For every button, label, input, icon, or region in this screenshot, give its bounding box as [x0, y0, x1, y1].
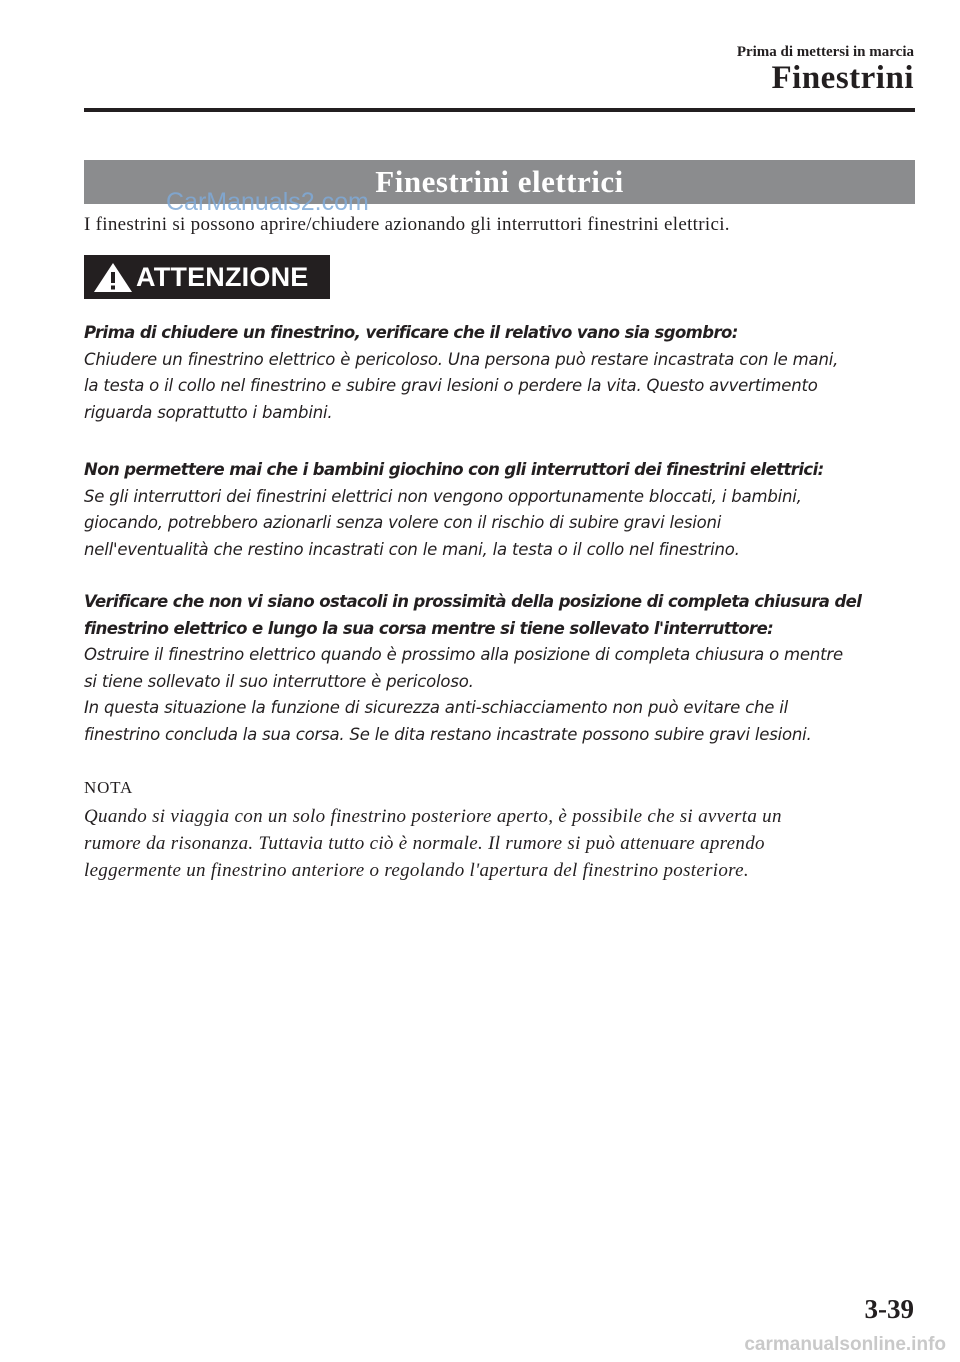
intro-paragraph: I finestrini si possono aprire/chiudere azionando gli interruttori finestrini elettrici. — [84, 214, 730, 235]
warning-text-line: Chiudere un finestrino elettrico è pericoloso. Una persona può restare incastrata con le mani, — [84, 349, 839, 369]
header-chapter-title: Finestrini — [771, 60, 914, 96]
note-text-line: rumore da risonanza. Tuttavia tutto ciò è normale. Il rumore si può attenuare aprendo — [84, 833, 765, 854]
warning-heading: finestrino elettrico e lungo la sua corsa mentre si tiene sollevato l'interruttore: — [84, 618, 774, 638]
warning-label: ATTENZIONE — [136, 262, 309, 292]
warning-badge — [84, 255, 330, 299]
warning-text-line: la testa o il collo nel finestrino e subire gravi lesioni o perdere la vita. Questo avvertimento — [84, 376, 818, 395]
note-title: NOTA — [84, 778, 134, 797]
warning-heading: Verificare che non vi siano ostacoli in prossimità della posizione di completa chiusura del — [84, 592, 862, 611]
warning-block-3 — [84, 589, 924, 748]
warning-text-line: riguarda soprattutto i bambini. — [84, 402, 333, 422]
note-text-line: leggermente un finestrino anteriore o regolando l'apertura del finestrino posteriore. — [84, 860, 749, 881]
warning-text-line: finestrino concluda la sua corsa. Se le dita restano incastrate possono subire gravi lesioni. — [84, 724, 812, 744]
watermark-bottom: carmanualsonline.info — [744, 1334, 946, 1355]
warning-heading: Non permettere mai che i bambini giochino con gli interruttori dei finestrini elettrici: — [84, 460, 824, 479]
warning-heading: Prima di chiudere un finestrino, verificare che il relativo vano sia sgombro: — [84, 323, 738, 342]
header-section-name: Prima di mettersi in marcia — [736, 44, 914, 60]
warning-text-line: nell'eventualità che restino incastrati con le mani, la testa o il collo nel finestrino. — [84, 539, 740, 559]
warning-text-line: giocando, potrebbero azionarli senza volere con il rischio di subire gravi lesioni — [84, 513, 722, 532]
header-divider — [84, 108, 915, 112]
watermark-top: CarManuals2.com — [166, 188, 369, 216]
note-text-line: Quando si viaggia con un solo finestrino posteriore aperto, è possibile che si avverta un — [84, 806, 782, 827]
section-title-banner: Finestrini elettrici — [84, 160, 915, 204]
warning-triangle-icon — [93, 262, 133, 293]
warning-text-line: Ostruire il finestrino elettrico quando è prossimo alla posizione di completa chiusura o mentre — [84, 645, 843, 664]
warning-block-1 — [84, 320, 924, 426]
page-number: 3-39 — [864, 1294, 914, 1324]
warning-text-line: si tiene sollevato il suo interruttore è pericoloso. — [84, 671, 474, 691]
warning-text-line: In questa situazione la funzione di sicurezza anti-schiacciamento non può evitare che il — [84, 698, 788, 717]
warning-text-line: Se gli interruttori dei finestrini elettrici non vengono opportunamente bloccati, i bambini, — [84, 486, 802, 506]
warning-block-2 — [84, 457, 924, 563]
note-text — [84, 803, 924, 884]
